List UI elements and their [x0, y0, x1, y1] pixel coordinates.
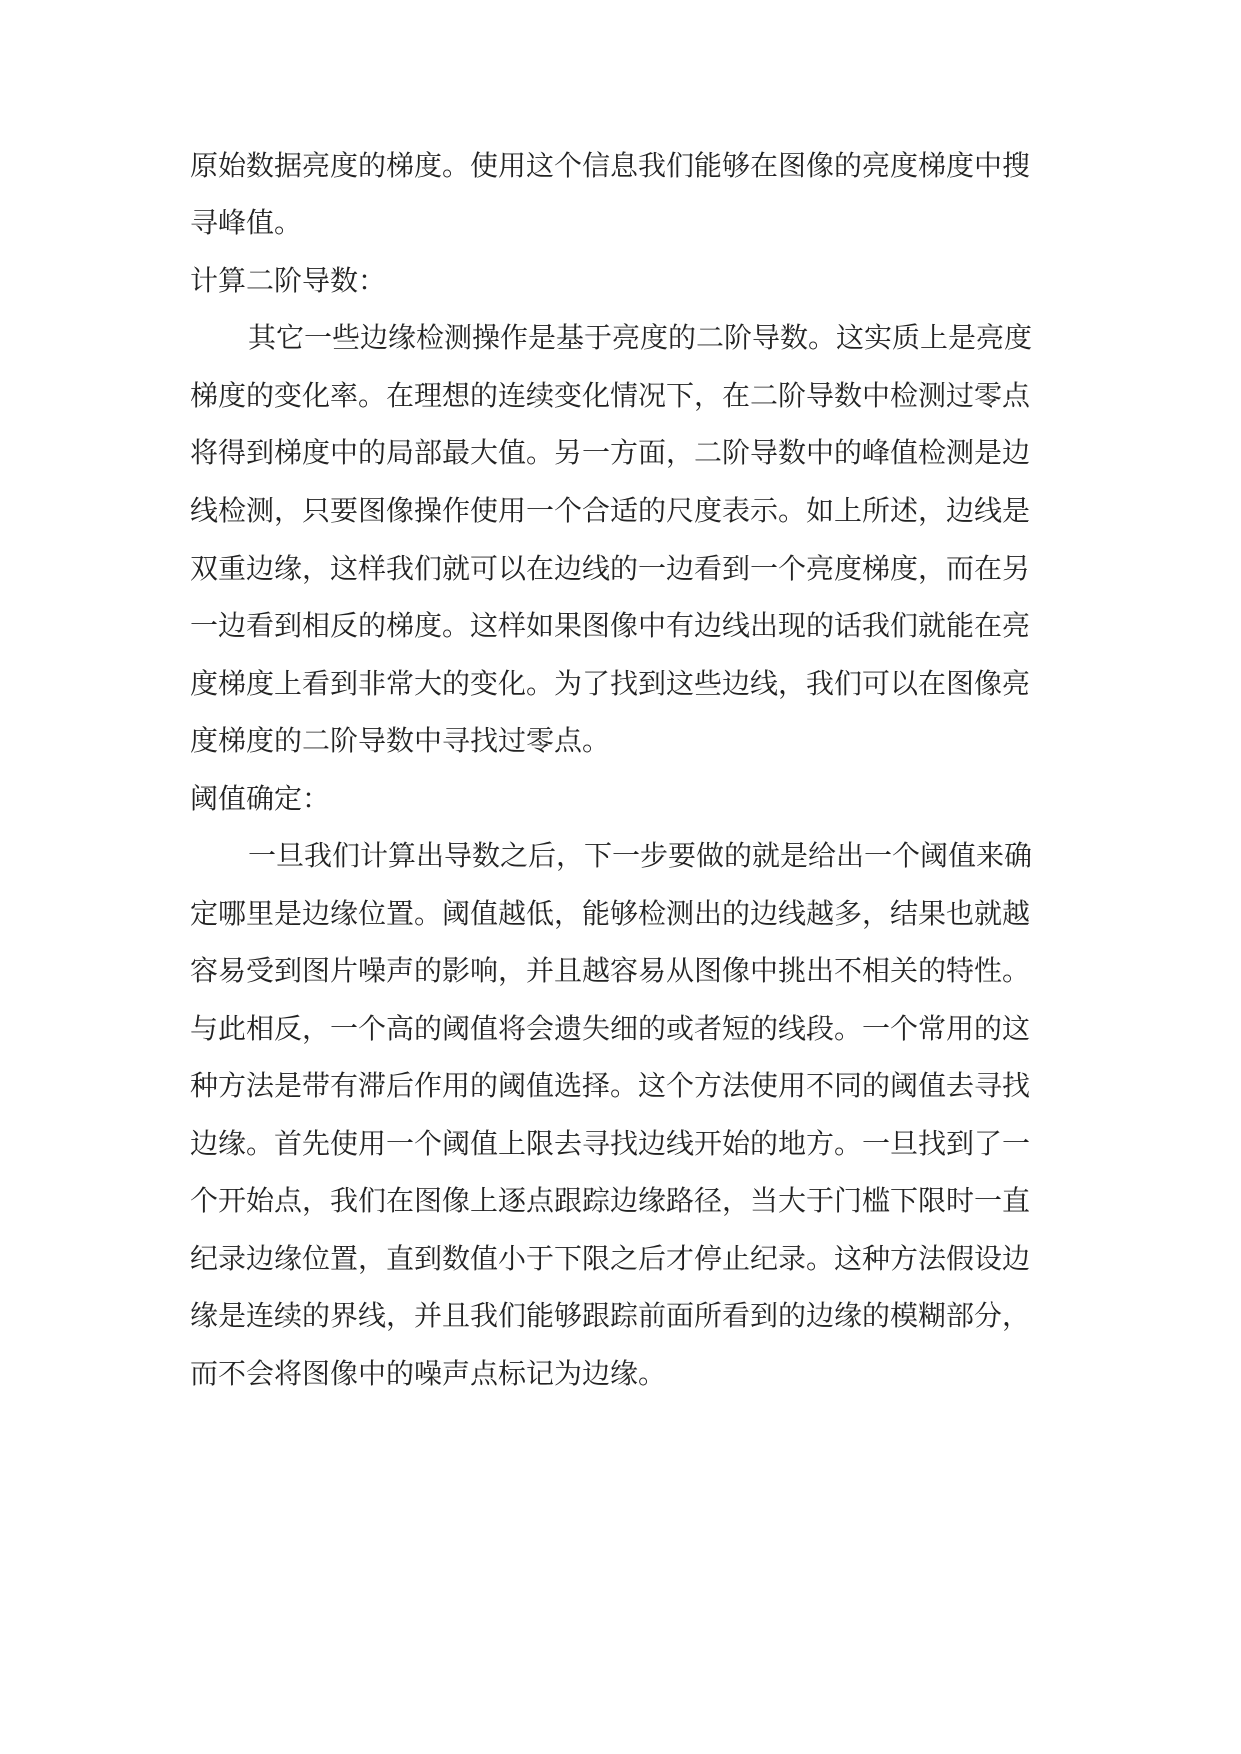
paragraph-line: 一边看到相反的梯度。这样如果图像中有边线出现的话我们就能在亮 — [190, 609, 1031, 642]
paragraph-line: 个开始点，我们在图像上逐点跟踪边缘路径，当大于门槛下限时一直 — [190, 1184, 1031, 1217]
paragraph-line: 一旦我们计算出导数之后，下一步要做的就是给出一个阈值来确 — [248, 839, 1033, 872]
paragraph-line: 原始数据亮度的梯度。使用这个信息我们能够在图像的亮度梯度中搜 — [190, 149, 1031, 182]
paragraph-line: 将得到梯度中的局部最大值。另一方面，二阶导数中的峰值检测是边 — [190, 436, 1031, 469]
paragraph-line: 容易受到图片噪声的影响，并且越容易从图像中挑出不相关的特性。 — [190, 954, 1031, 987]
paragraph-line: 边缘。首先使用一个阈值上限去寻找边线开始的地方。一旦找到了一 — [190, 1127, 1031, 1160]
paragraph-line: 定哪里是边缘位置。阈值越低，能够检测出的边线越多，结果也就越 — [190, 897, 1031, 930]
paragraph-line: 度梯度的二阶导数中寻找过零点。 — [190, 724, 611, 757]
section-heading: 阈值确定： — [190, 782, 331, 815]
paragraph-line: 缘是连续的界线，并且我们能够跟踪前面所看到的边缘的模糊部分， — [190, 1299, 1031, 1332]
paragraph-line: 线检测，只要图像操作使用一个合适的尺度表示。如上所述，边线是 — [190, 494, 1031, 527]
paragraph-line: 与此相反，一个高的阈值将会遗失细的或者短的线段。一个常用的这 — [190, 1012, 1031, 1045]
paragraph-line: 寻峰值。 — [190, 206, 303, 239]
document-page — [190, 0, 1070, 1754]
section-heading: 计算二阶导数： — [190, 264, 387, 297]
paragraph-line: 纪录边缘位置，直到数值小于下限之后才停止纪录。这种方法假设边 — [190, 1242, 1031, 1275]
paragraph-line: 双重边缘，这样我们就可以在边线的一边看到一个亮度梯度，而在另 — [190, 552, 1031, 585]
paragraph-line: 种方法是带有滞后作用的阈值选择。这个方法使用不同的阈值去寻找 — [190, 1069, 1031, 1102]
paragraph-line: 其它一些边缘检测操作是基于亮度的二阶导数。这实质上是亮度 — [248, 321, 1033, 354]
paragraph-line: 而不会将图像中的噪声点标记为边缘。 — [190, 1357, 667, 1390]
paragraph-line: 梯度的变化率。在理想的连续变化情况下，在二阶导数中检测过零点 — [190, 379, 1031, 412]
paragraph-line: 度梯度上看到非常大的变化。为了找到这些边线，我们可以在图像亮 — [190, 667, 1031, 700]
